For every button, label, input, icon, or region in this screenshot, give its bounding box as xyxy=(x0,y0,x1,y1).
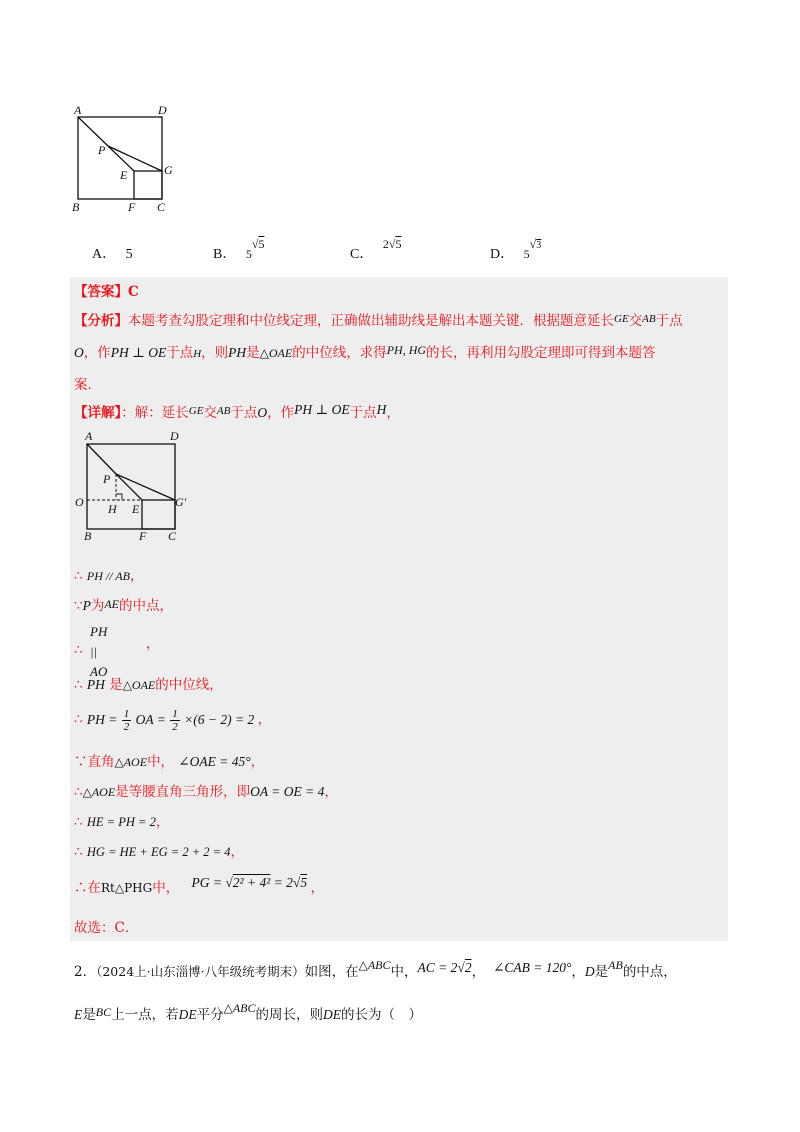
step-11 xyxy=(74,918,138,938)
analysis-text-zuo: ，作 xyxy=(83,345,111,361)
question-2-text-2: 中， xyxy=(390,964,418,980)
label-a: A xyxy=(74,103,82,117)
step-3-therefore: ∴ xyxy=(74,642,83,658)
detail-math-ge: GE xyxy=(188,405,204,417)
option-a-letter: A． xyxy=(92,247,117,262)
analysis-text-3: 案． xyxy=(74,377,101,393)
step-5-mid: OA = xyxy=(135,711,166,727)
question-2-text-4: ， xyxy=(571,964,585,980)
analysis-math-oae: △OAE xyxy=(259,346,293,360)
option-c[interactable]: C． 2√5 xyxy=(350,237,402,262)
step-7-math-eq: OA = OE = 4 xyxy=(250,784,325,799)
fig2-label-e: E xyxy=(132,502,140,516)
answer-line xyxy=(74,282,139,302)
option-c-coef: 2 xyxy=(382,237,389,251)
detail-text-yudian-2: 于点 xyxy=(349,405,377,421)
step-5-fraction-2: $\frac{1}{2}$ xyxy=(172,708,178,733)
fig2-label-c: C xyxy=(168,529,177,543)
step-4-therefore: ∴ xyxy=(74,677,83,693)
step-4-math-oae: △OAE xyxy=(122,678,156,692)
step-2-math-ae: AE xyxy=(104,597,120,611)
step-1-therefore: ∴ xyxy=(74,568,83,584)
analysis-text-tail: 的长，再利用勾股定理即可得到本题答 xyxy=(426,345,656,361)
question-2-l2-text-5: 的长为（ ） xyxy=(341,1007,422,1023)
step-7-text: 是等腰直角三角形，即 xyxy=(115,784,251,800)
question-2-source: （2024上·山东淄博·八年级统考期末） xyxy=(96,964,305,979)
detail-line-1 xyxy=(74,403,400,424)
analysis-tag: 【分析】 xyxy=(74,313,128,329)
analysis-text-yudian: 于点 xyxy=(655,313,683,329)
question-2-math-ab: AB xyxy=(608,958,623,972)
right-angle-mark xyxy=(116,494,122,500)
step-10-math-rt: Rt△PHG xyxy=(101,881,153,895)
analysis-text-1: 本题考查勾股定理和中位线定理，正确做出辅助线是解出本题关键．根据题意延长 xyxy=(128,313,614,329)
detail-text-1: ：解：延长 xyxy=(121,405,189,421)
question-2-math-angle: ∠CAB = 120° xyxy=(493,960,572,975)
detail-tag: 【详解】 xyxy=(74,405,122,421)
analysis-math-perp: PH ⊥ OE xyxy=(110,345,167,360)
step-5-fraction-1: $\frac{1}{2}$ xyxy=(123,708,130,733)
step-9-therefore: ∴ xyxy=(74,844,83,860)
step-2 xyxy=(74,596,173,616)
question-2-text-3: ， xyxy=(471,964,486,980)
segment-pe-2 xyxy=(116,474,142,500)
analysis-math-h: H xyxy=(193,348,202,360)
question-2-math-de-2: DE xyxy=(323,1007,341,1022)
step-6 xyxy=(74,752,264,772)
question-2-math-bc: BC xyxy=(95,1005,112,1019)
option-b-coef: 5 xyxy=(245,247,252,261)
question-2-l2-text-3: 平分 xyxy=(196,1007,224,1023)
analysis-text-ze: ，则 xyxy=(201,345,229,361)
question-2-math-abc-2: △ABC xyxy=(223,1001,256,1015)
step-9-end: ， xyxy=(230,844,244,860)
step-4 xyxy=(74,675,223,695)
step-11-conclusion: 故选：C． xyxy=(74,920,139,936)
detail-text-jiao: 交 xyxy=(203,405,217,421)
step-10-text: 在 xyxy=(87,880,101,896)
step-2-text: 为 xyxy=(90,598,105,614)
analysis-text-yudian-2: 于点 xyxy=(166,345,194,361)
question-2-math-de: DE xyxy=(178,1007,197,1022)
analysis-text-shi: 是 xyxy=(246,345,260,361)
fig2-label-p: P xyxy=(103,472,111,486)
question-2-line-2 xyxy=(74,1003,422,1023)
segment-pg-2 xyxy=(116,474,175,500)
option-b-rad: 5 xyxy=(258,237,265,251)
question-2-l2-text-4: 的周长，则 xyxy=(255,1007,323,1023)
label-c: C xyxy=(157,200,166,214)
answer-value: C xyxy=(128,284,139,300)
step-8 xyxy=(74,812,169,832)
step-6-math-aoe: △AOE xyxy=(114,755,148,769)
analysis-math-ph-hg: PH, HG xyxy=(386,343,427,357)
question-2-text-1: 如图，在 xyxy=(304,964,359,980)
fig2-label-a: A xyxy=(85,429,93,443)
option-d-rad: 3 xyxy=(536,240,542,251)
option-c-letter: C． xyxy=(350,247,374,262)
question-2-math-abc: △ABC xyxy=(358,958,391,972)
fig2-label-h: H xyxy=(108,502,117,516)
label-d: D xyxy=(158,103,167,117)
label-f: F xyxy=(128,200,136,214)
step-10: ∴在Rt△PHG中， PG = √2² + 4² = 2√5 ， xyxy=(74,875,324,896)
step-3-end: ， xyxy=(146,636,160,652)
analysis-text-midline: 的中位线，求得 xyxy=(292,345,387,361)
step-8-therefore: ∴ xyxy=(74,814,83,830)
option-b[interactable]: B． 5√5 xyxy=(213,237,265,262)
fig2-label-d: D xyxy=(170,429,179,443)
step-5-rhs: ×(6 − 2) = 2 xyxy=(184,711,255,727)
analysis-math-ab: AB xyxy=(642,313,656,325)
option-a-value: 5 xyxy=(125,247,133,262)
segment-ap-2 xyxy=(87,444,116,474)
step-7-therefore: ∴ xyxy=(74,784,83,800)
step-7 xyxy=(74,782,338,802)
question-2-math-ac: AC = 2 xyxy=(417,960,458,975)
step-1-math: PH // AB xyxy=(86,569,130,583)
step-8-math: HE = PH = 2 xyxy=(86,815,156,829)
step-10-text-2: 中， xyxy=(152,880,180,896)
label-g: G xyxy=(164,163,173,177)
option-a[interactable] xyxy=(92,243,133,263)
step-7-math-aoe: △AOE xyxy=(82,785,116,799)
detail-math-h: H xyxy=(376,402,387,417)
question-2-l2-text-1: 是 xyxy=(82,1007,96,1023)
answer-tag: 【答案】 xyxy=(74,284,128,300)
option-b-letter: B． xyxy=(213,247,237,262)
analysis-line-1 xyxy=(74,311,683,332)
step-4-text: 是 xyxy=(109,677,123,693)
step-8-end: ， xyxy=(155,814,170,830)
detail-math-ab: AB xyxy=(216,405,231,417)
label-b: B xyxy=(72,200,80,214)
analysis-math-ge: GE xyxy=(614,313,629,325)
step-6-text-2: 中， xyxy=(147,754,175,770)
option-d-letter: D． xyxy=(490,247,515,262)
segment-ap xyxy=(78,117,108,146)
step-10-radicand-2: 5 xyxy=(300,875,308,890)
question-2-text-6: 的中点， xyxy=(622,964,677,980)
segment-pg xyxy=(108,146,162,171)
step-1 xyxy=(74,566,144,586)
question-2-math-d: D xyxy=(584,964,595,979)
small-square-efcg xyxy=(134,171,162,199)
step-5-end: ， xyxy=(257,711,272,728)
step-7-end: ， xyxy=(324,784,338,800)
step-6-math-angle: ∠OAE = 45° xyxy=(178,754,251,769)
analysis-line-2 xyxy=(74,343,656,364)
analysis-math-o: O xyxy=(74,345,84,360)
step-6-end: ， xyxy=(250,754,265,770)
option-d-coef: 5 xyxy=(523,247,530,261)
question-2-line-1: 2．（2024上·山东淄博·八年级统考期末）如图，在△ABC中，AC = 2√2， ∠CAB = 120°，D是AB的中点， xyxy=(74,958,677,980)
step-5-lhs: PH = xyxy=(86,711,118,727)
step-3-math: PH || AO xyxy=(90,624,108,679)
step-4-text-2: 的中位线， xyxy=(155,677,223,693)
step-5-therefore: ∴ xyxy=(74,711,83,728)
step-2-math-p: P xyxy=(82,598,91,613)
fig2-label-b: B xyxy=(84,529,92,543)
step-10-rhs: = 2 xyxy=(273,875,293,890)
step-6-text: 直角 xyxy=(87,754,115,770)
detail-math-o: O xyxy=(257,405,268,420)
step-2-because: ∵ xyxy=(74,598,83,614)
option-d[interactable]: D． 5√3 xyxy=(490,237,542,262)
step-9 xyxy=(74,842,244,862)
detail-math-perp: PH ⊥ OE xyxy=(294,402,350,417)
step-10-lhs: PG = xyxy=(191,875,222,890)
question-2-math-ac-rad: 2 xyxy=(464,960,472,975)
step-9-math: HG = HE + EG = 2 + 2 = 4 xyxy=(86,845,231,859)
small-square-2 xyxy=(142,500,175,529)
question-2-math-e: E xyxy=(74,1007,83,1022)
fig2-label-o: O xyxy=(75,495,84,509)
option-c-rad: 5 xyxy=(395,237,402,251)
detail-text-zuo: ，作 xyxy=(267,405,295,421)
analysis-math-ph: PH xyxy=(228,345,247,360)
step-4-math-ph: PH xyxy=(86,677,105,692)
detail-text-yudian: 于点 xyxy=(230,405,258,421)
step-2-text-2: 的中点， xyxy=(119,598,174,614)
detail-text-comma: ， xyxy=(386,405,400,421)
label-p: P xyxy=(98,143,106,157)
analysis-line-3 xyxy=(74,375,101,395)
analysis-text-jiao: 交 xyxy=(628,313,643,329)
fig2-label-f: F xyxy=(139,529,147,543)
fig2-label-g: G' xyxy=(175,495,187,509)
step-6-because: ∵ xyxy=(74,754,88,770)
question-2-number: 2． xyxy=(74,964,97,980)
step-10-end: ， xyxy=(310,880,324,896)
label-e: E xyxy=(120,168,128,182)
step-5 xyxy=(74,708,271,733)
question-2-text-5: 是 xyxy=(594,964,609,980)
step-1-end: ， xyxy=(130,568,144,584)
step-10-radicand: 2² + 4² xyxy=(232,875,271,890)
step-10-therefore: ∴ xyxy=(74,880,88,896)
question-2-l2-text-2: 上一点，若 xyxy=(111,1007,179,1023)
